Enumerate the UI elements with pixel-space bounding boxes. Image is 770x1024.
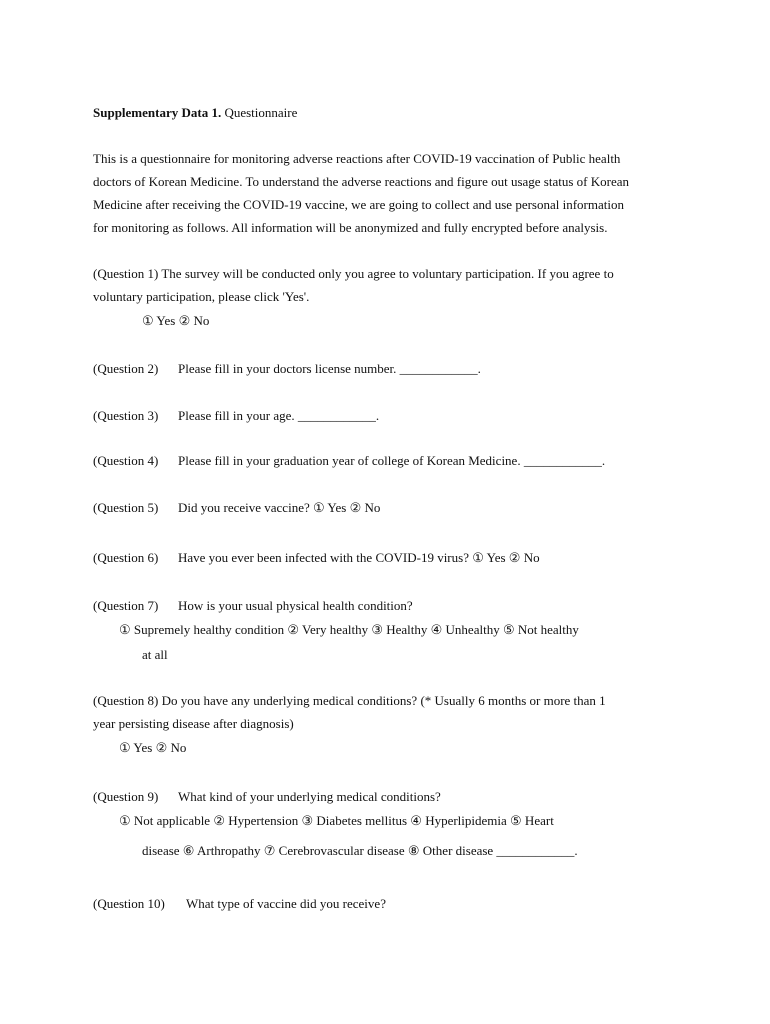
question-1-options[interactable]: ① Yes ② No xyxy=(142,313,210,328)
question-4-text[interactable]: Please fill in your graduation year of college of Korean Medicine. ____________. xyxy=(178,453,606,468)
question-9-options[interactable]: ① Not applicable ② Hypertension ③ Diabetes mellitus ④ Hyperlipidemia ⑤ Heart xyxy=(119,813,554,828)
question-7-label: (Question 7) xyxy=(93,598,159,613)
page-heading xyxy=(93,105,297,121)
question-3-text[interactable]: Please fill in your age. ____________. xyxy=(178,408,380,423)
question-1-line-2: voluntary participation, please click 'Yes'. xyxy=(93,289,310,304)
question-5-text[interactable]: Did you receive vaccine? ① Yes ② No xyxy=(178,500,381,515)
question-7-text: How is your usual physical health condition? xyxy=(178,598,413,613)
question-2-label: (Question 2) xyxy=(93,361,159,376)
heading-label: Supplementary Data 1. xyxy=(93,105,222,120)
question-9-label: (Question 9) xyxy=(93,789,159,804)
question-7-options[interactable]: ① Supremely healthy condition ② Very healthy ③ Healthy ④ Unhealthy ⑤ Not healthy xyxy=(119,622,579,637)
question-10-label: (Question 10) xyxy=(93,896,165,911)
question-9-options-cont[interactable]: disease ⑥ Arthropathy ⑦ Cerebrovascular disease ⑧ Other disease ____________. xyxy=(142,843,578,858)
intro-line-2: doctors of Korean Medicine. To understand the adverse reactions and figure out usage status of Korean xyxy=(93,174,630,189)
question-2-text[interactable]: Please fill in your doctors license number. ____________. xyxy=(178,361,481,376)
question-10-text: What type of vaccine did you receive? xyxy=(186,896,386,911)
question-9-text: What kind of your underlying medical conditions? xyxy=(178,789,441,804)
question-3-label: (Question 3) xyxy=(93,408,159,423)
question-8-line-1: (Question 8) Do you have any underlying medical conditions? (* Usually 6 months or more than 1 xyxy=(93,693,606,708)
question-6-text[interactable]: Have you ever been infected with the COVID-19 virus? ① Yes ② No xyxy=(178,550,540,565)
question-8-options[interactable]: ① Yes ② No xyxy=(119,740,187,755)
intro-line-3: Medicine after receiving the COVID-19 vaccine, we are going to collect and use personal information xyxy=(93,197,624,212)
question-5-label: (Question 5) xyxy=(93,500,159,515)
question-6-label: (Question 6) xyxy=(93,550,159,565)
question-4-label: (Question 4) xyxy=(93,453,159,468)
question-8-line-2: year persisting disease after diagnosis) xyxy=(93,716,294,731)
intro-line-4: for monitoring as follows. All information will be anonymized and fully encrypted before analysis. xyxy=(93,220,608,235)
question-7-options-cont: at all xyxy=(142,647,168,662)
heading-text: Questionnaire xyxy=(221,105,298,120)
question-1-line-1: (Question 1) The survey will be conducted only you agree to voluntary participation. If you agree to xyxy=(93,266,614,281)
intro-line-1: This is a questionnaire for monitoring adverse reactions after COVID-19 vaccination of Public health xyxy=(93,151,621,166)
